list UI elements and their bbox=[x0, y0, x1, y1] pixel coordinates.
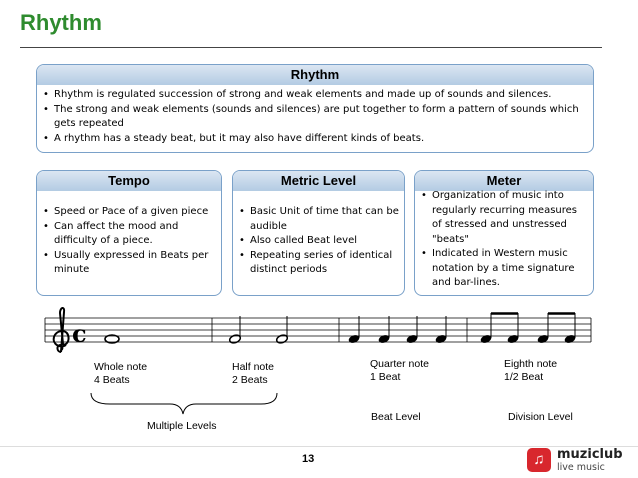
half-note-caption bbox=[232, 361, 274, 387]
rhythm-bullet: • Rhythm is regulated succession of strong and weak elements and made up of sounds and silences. bbox=[41, 88, 585, 103]
time-signature: c bbox=[72, 319, 87, 348]
tempo-bullet: • Usually expressed in Beats per minute bbox=[41, 249, 217, 278]
half-note-icon bbox=[276, 316, 289, 344]
logo-name: muziclub bbox=[557, 447, 623, 462]
metric-level-box bbox=[232, 170, 405, 296]
rhythm-bullet: • The strong and weak elements (sounds and silences) are put together to form a pattern of sounds which gets repeated bbox=[41, 103, 585, 132]
quarter-note-beats: 1 Beat bbox=[370, 371, 401, 383]
metric-level-bullet: • Basic Unit of time that can be audible bbox=[237, 205, 400, 234]
half-note-label: Half note bbox=[232, 361, 275, 373]
page-title: Rhythm bbox=[20, 10, 102, 35]
whole-note-beats: 4 Beats bbox=[94, 374, 130, 386]
rhythm-bullet: • A rhythm has a steady beat, but it may also have different kinds of beats. bbox=[41, 132, 585, 147]
meter-box bbox=[414, 170, 594, 296]
division-level-label: Division Level bbox=[508, 411, 573, 423]
half-note-beats: 2 Beats bbox=[232, 374, 268, 386]
quarter-note-label: Quarter note bbox=[370, 358, 429, 370]
quarter-note-icon bbox=[406, 316, 419, 344]
metric-level-bullets bbox=[233, 191, 404, 278]
quarter-note-icon bbox=[435, 316, 448, 344]
page-number: 13 bbox=[302, 453, 315, 465]
tempo-bullet: • Speed or Pace of a given piece bbox=[41, 205, 217, 220]
multiple-levels-brace bbox=[91, 393, 277, 414]
meter-box-heading: Meter bbox=[415, 171, 593, 191]
tempo-box-heading: Tempo bbox=[37, 171, 221, 191]
metric-level-bullet: • Also called Beat level bbox=[237, 234, 400, 249]
treble-clef-icon bbox=[54, 308, 69, 352]
beat-level-label: Beat Level bbox=[371, 411, 421, 423]
eighth-notes-icon bbox=[480, 313, 577, 344]
meter-bullets bbox=[415, 189, 593, 291]
multiple-levels-label: Multiple Levels bbox=[147, 420, 217, 432]
meter-bullet: • Organization of music into regularly recurring measures of stressed and unstressed "beats" bbox=[419, 189, 589, 247]
quarter-note-icon bbox=[378, 316, 391, 344]
rhythm-box bbox=[36, 64, 594, 153]
title-divider bbox=[20, 47, 602, 48]
quarter-note-caption bbox=[370, 358, 429, 384]
logo-tagline: live music bbox=[557, 462, 605, 473]
staff-lines bbox=[45, 318, 591, 342]
metric-level-bullet: • Repeating series of identical distinct periods bbox=[237, 249, 400, 278]
whole-note-label: Whole note bbox=[94, 361, 148, 373]
muziclub-logo bbox=[527, 444, 635, 476]
whole-note-icon bbox=[105, 335, 119, 343]
eighth-note-caption bbox=[504, 358, 557, 384]
meter-bullet: • Indicated in Western music notation by a time signature and bar-lines. bbox=[419, 247, 589, 291]
metric-level-box-heading: Metric Level bbox=[233, 171, 404, 191]
eighth-note-label: Eighth note bbox=[504, 358, 558, 370]
half-note-icon bbox=[229, 316, 242, 344]
tempo-box bbox=[36, 170, 222, 296]
music-note-icon: ♫ bbox=[527, 448, 551, 472]
whole-note-caption bbox=[94, 361, 147, 387]
tempo-bullets bbox=[37, 191, 221, 278]
eighth-note-beats: 1/2 Beat bbox=[504, 371, 544, 383]
tempo-bullet: • Can affect the mood and difficulty of a piece. bbox=[41, 220, 217, 249]
quarter-note-icon bbox=[348, 316, 361, 344]
rhythm-bullets bbox=[37, 85, 593, 146]
rhythm-box-heading: Rhythm bbox=[37, 65, 593, 85]
